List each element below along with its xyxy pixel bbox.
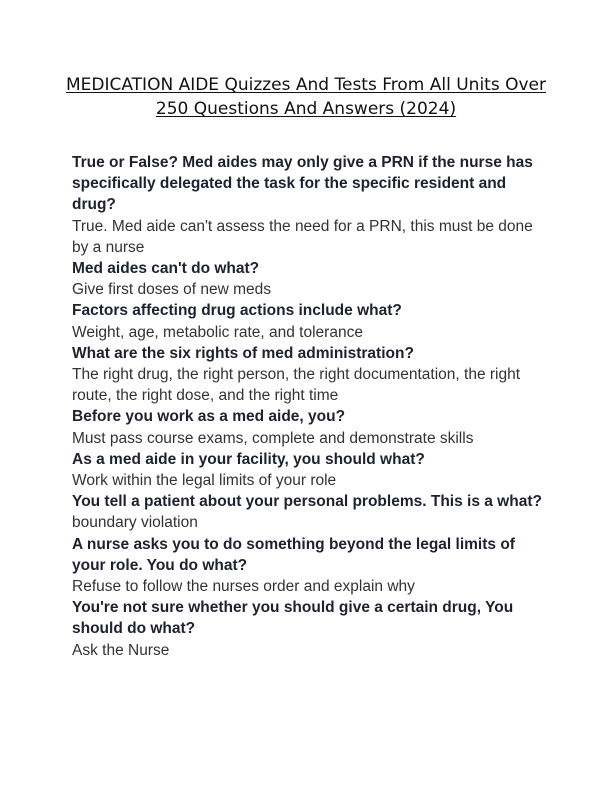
qa-item [72, 449, 544, 491]
qa-item [72, 258, 544, 300]
answer-text: Work within the legal limits of your role [72, 472, 337, 490]
question-text: You tell a patient about your personal problems. This is a what? [72, 493, 542, 511]
qa-list [72, 152, 544, 661]
answer-text: Ask the Nurse [72, 641, 170, 659]
qa-item [72, 300, 544, 342]
answer-text: True. Med aide can't assess the need for a PRN, this must be done by a nurse [72, 217, 533, 256]
question-text: You're not sure whether you should give a certain drug, You should do what? [72, 599, 514, 638]
question-text: A nurse asks you to do something beyond the legal limits of your role. You do what? [72, 535, 515, 574]
question-text: True or False? Med aides may only give a PRN if the nurse has specifically delegated the task for the specific resident and drug? [72, 154, 533, 214]
question-text: Factors affecting drug actions include what? [72, 302, 402, 320]
question-text: Med aides can't do what? [72, 260, 260, 278]
answer-text: Must pass course exams, complete and demonstrate skills [72, 429, 474, 447]
question-text: What are the six rights of med administration? [72, 344, 414, 362]
qa-item [72, 152, 544, 258]
qa-item [72, 406, 544, 448]
answer-text: Give first doses of new meds [72, 281, 271, 299]
answer-text: boundary violation [72, 514, 198, 532]
document-title [60, 73, 552, 121]
question-text: Before you work as a med aide, you? [72, 408, 346, 426]
answer-text: The right drug, the right person, the right documentation, the right route, the right dose, and the right time [72, 366, 521, 405]
qa-item [72, 491, 544, 533]
answer-text: Refuse to follow the nurses order and explain why [72, 578, 415, 596]
qa-item [72, 534, 544, 598]
qa-item [72, 597, 544, 661]
answer-text: Weight, age, metabolic rate, and tolerance [72, 323, 363, 341]
document-title-line-2: 250 Questions And Answers (2024) [155, 99, 457, 119]
question-text: As a med aide in your facility, you should what? [72, 450, 425, 468]
qa-item [72, 343, 544, 407]
document-title-line-1: MEDICATION AIDE Quizzes And Tests From All Units Over [65, 75, 546, 95]
